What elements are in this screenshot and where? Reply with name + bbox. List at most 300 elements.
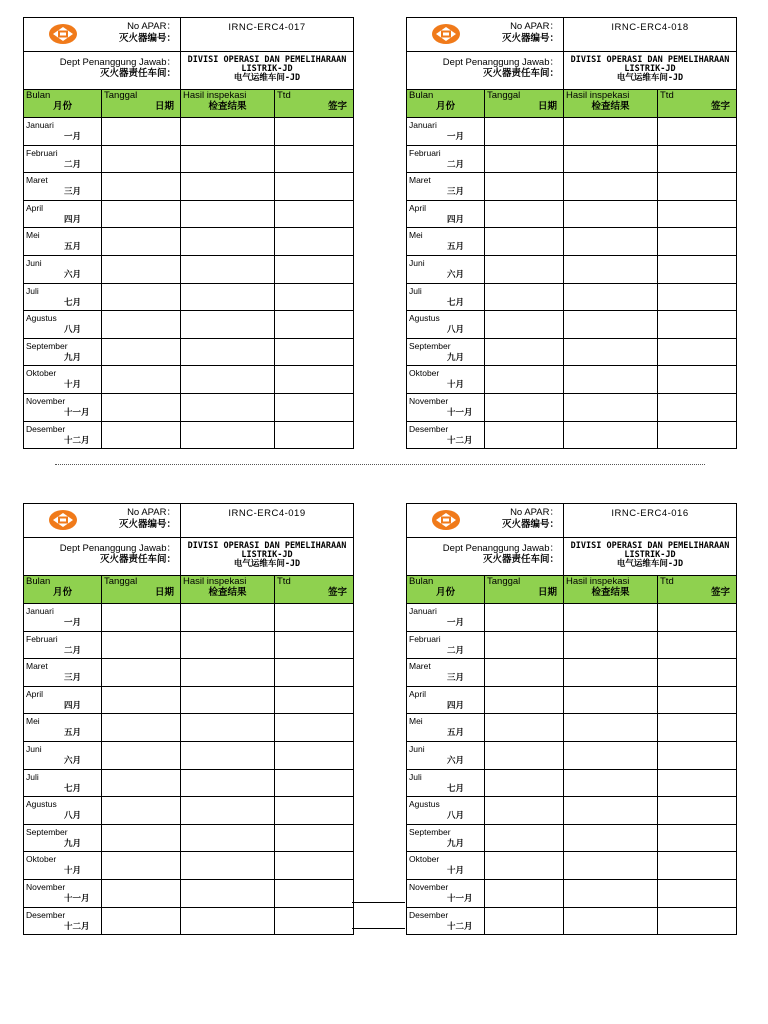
hasil-cell[interactable] — [181, 228, 275, 256]
tanggal-cell[interactable] — [485, 311, 564, 339]
ttd-cell[interactable] — [275, 283, 354, 311]
tanggal-cell[interactable] — [102, 741, 181, 769]
header-bulan-label: Bulan — [26, 90, 51, 101]
dept-value-cell — [564, 52, 737, 90]
month-name: Mei — [409, 230, 423, 241]
month-name-zh: 四月 — [64, 699, 82, 710]
tanggal-cell[interactable] — [485, 421, 564, 449]
dept-label: Dept Penanggung Jawab： — [442, 543, 559, 554]
tanggal-cell[interactable] — [485, 118, 564, 146]
dept-label-zh: 灭火器责任车间： — [99, 554, 176, 565]
tanggal-cell[interactable] — [485, 714, 564, 742]
hasil-cell[interactable] — [181, 255, 275, 283]
hasil-cell[interactable] — [181, 907, 275, 935]
ttd-cell[interactable] — [658, 255, 737, 283]
month-cell — [24, 852, 102, 880]
month-name: Januari — [26, 120, 54, 130]
header-bulan-zh: 月份 — [52, 101, 72, 112]
ttd-cell[interactable] — [275, 852, 354, 880]
company-logo-icon — [48, 509, 78, 531]
month-name: Juli — [26, 285, 39, 296]
hasil-cell[interactable] — [564, 824, 658, 852]
ttd-cell[interactable] — [275, 145, 354, 173]
month-name: Februari — [26, 147, 58, 158]
month-cell — [407, 741, 485, 769]
ttd-cell[interactable] — [658, 118, 737, 146]
logo-cell — [407, 18, 485, 52]
month-name-zh: 一月 — [64, 617, 82, 627]
ttd-cell[interactable] — [658, 200, 737, 228]
month-name: Juli — [409, 285, 422, 296]
hasil-cell[interactable] — [564, 145, 658, 173]
tanggal-cell[interactable] — [485, 741, 564, 769]
tanggal-cell[interactable] — [102, 659, 181, 687]
table-row — [24, 797, 354, 825]
month-name-zh: 七月 — [447, 782, 465, 793]
dept-label: Dept Penanggung Jawab： — [59, 57, 176, 68]
inspection-table — [23, 503, 354, 935]
hasil-cell[interactable] — [181, 714, 275, 742]
month-name: September — [409, 340, 451, 351]
tanggal-cell[interactable] — [102, 338, 181, 366]
ttd-cell[interactable] — [275, 173, 354, 201]
month-name: September — [26, 340, 68, 351]
month-name: Juni — [409, 257, 425, 268]
ttd-cell[interactable] — [658, 338, 737, 366]
ttd-cell[interactable] — [658, 741, 737, 769]
tanggal-cell[interactable] — [102, 255, 181, 283]
month-name-zh: 五月 — [64, 241, 82, 252]
apar-label-zh: 灭火器编号： — [501, 33, 559, 44]
tanggal-cell[interactable] — [102, 797, 181, 825]
hasil-cell[interactable] — [564, 659, 658, 687]
header-row — [24, 90, 354, 118]
tanggal-cell[interactable] — [102, 118, 181, 146]
hasil-cell[interactable] — [181, 338, 275, 366]
ttd-cell[interactable] — [275, 118, 354, 146]
ttd-cell[interactable] — [275, 604, 354, 632]
month-name: Februari — [409, 147, 441, 158]
tanggal-cell[interactable] — [102, 631, 181, 659]
month-name: November — [409, 881, 449, 892]
dept-label: Dept Penanggung Jawab： — [442, 57, 559, 68]
header-tanggal — [102, 90, 181, 118]
table-row — [24, 145, 354, 173]
month-name-zh: 二月 — [64, 644, 82, 655]
tanggal-cell[interactable] — [102, 907, 181, 935]
stray-cell-border — [352, 902, 405, 929]
ttd-cell[interactable] — [658, 879, 737, 907]
header-hasil-zh: 检查结果 — [208, 587, 247, 598]
hasil-cell[interactable] — [564, 338, 658, 366]
dept-value-line3: 电气运维车间-JD — [616, 559, 684, 569]
hasil-cell[interactable] — [564, 255, 658, 283]
month-name-zh: 五月 — [447, 241, 465, 252]
apar-id-value: IRNC-ERC4-018 — [564, 18, 737, 52]
month-cell — [407, 255, 485, 283]
ttd-cell[interactable] — [275, 393, 354, 421]
month-name: Juli — [26, 771, 39, 782]
hasil-cell[interactable] — [564, 907, 658, 935]
ttd-cell[interactable] — [275, 228, 354, 256]
table-row — [407, 824, 737, 852]
dept-value-line3: 电气运维车间-JD — [233, 559, 301, 569]
tanggal-cell[interactable] — [485, 338, 564, 366]
logo-cell — [24, 504, 102, 538]
header-hasil-label: Hasil inspekasi — [566, 576, 630, 587]
ttd-cell[interactable] — [275, 421, 354, 449]
header-ttd-zh: 签字 — [327, 587, 347, 598]
tanggal-cell[interactable] — [485, 686, 564, 714]
month-name-zh: 十二月 — [447, 920, 473, 931]
ttd-cell[interactable] — [275, 797, 354, 825]
month-name: Maret — [26, 661, 48, 672]
tanggal-cell[interactable] — [102, 604, 181, 632]
apar-label-zh: 灭火器编号： — [118, 519, 176, 530]
ttd-cell[interactable] — [658, 421, 737, 449]
month-name: Agustus — [409, 313, 440, 324]
tanggal-cell[interactable] — [485, 631, 564, 659]
header-bulan-zh: 月份 — [435, 587, 455, 598]
dept-label-cell — [407, 538, 564, 576]
month-name-zh: 二月 — [447, 644, 465, 655]
apar-label: No APAR： — [510, 507, 559, 518]
hasil-cell[interactable] — [181, 797, 275, 825]
month-name-zh: 六月 — [447, 754, 465, 765]
hasil-cell[interactable] — [564, 741, 658, 769]
header-tanggal — [102, 576, 181, 604]
header-hasil-label: Hasil inspekasi — [183, 90, 247, 101]
ttd-cell[interactable] — [275, 879, 354, 907]
month-name-zh: 二月 — [64, 158, 82, 169]
month-cell — [407, 604, 485, 632]
table-row — [24, 393, 354, 421]
tanggal-cell[interactable] — [102, 393, 181, 421]
tanggal-cell[interactable] — [102, 686, 181, 714]
ttd-cell[interactable] — [658, 852, 737, 880]
ttd-cell[interactable] — [658, 283, 737, 311]
hasil-cell[interactable] — [564, 366, 658, 394]
hasil-cell[interactable] — [564, 283, 658, 311]
hasil-cell[interactable] — [564, 200, 658, 228]
ttd-cell[interactable] — [275, 714, 354, 742]
month-name: Juni — [26, 743, 42, 754]
tanggal-cell[interactable] — [102, 421, 181, 449]
tanggal-cell[interactable] — [102, 311, 181, 339]
fire-extinguisher-card — [23, 503, 353, 935]
month-name-zh: 十二月 — [64, 434, 90, 445]
tanggal-cell[interactable] — [102, 228, 181, 256]
header-tanggal-label: Tanggal — [104, 576, 138, 587]
hasil-cell[interactable] — [564, 228, 658, 256]
month-name-zh: 九月 — [64, 351, 82, 362]
month-cell — [407, 145, 485, 173]
table-row — [24, 907, 354, 935]
month-cell — [24, 421, 102, 449]
month-name: April — [409, 688, 427, 699]
hasil-cell[interactable] — [564, 393, 658, 421]
month-cell — [407, 852, 485, 880]
ttd-cell[interactable] — [658, 145, 737, 173]
ttd-cell[interactable] — [658, 714, 737, 742]
tanggal-cell[interactable] — [485, 824, 564, 852]
ttd-cell[interactable] — [275, 741, 354, 769]
tanggal-cell[interactable] — [485, 907, 564, 935]
tanggal-cell[interactable] — [102, 173, 181, 201]
hasil-cell[interactable] — [564, 686, 658, 714]
table-row — [407, 604, 737, 632]
month-cell — [24, 118, 102, 146]
hasil-cell[interactable] — [564, 631, 658, 659]
hasil-cell[interactable] — [564, 852, 658, 880]
month-name: November — [409, 395, 449, 406]
tanggal-cell[interactable] — [485, 604, 564, 632]
month-name: April — [26, 688, 44, 699]
header-ttd-zh: 签字 — [710, 587, 730, 598]
hasil-cell[interactable] — [181, 824, 275, 852]
month-cell — [24, 255, 102, 283]
hasil-cell[interactable] — [181, 631, 275, 659]
apar-label-cell — [102, 504, 181, 538]
month-cell — [24, 879, 102, 907]
month-name-zh: 十月 — [64, 865, 82, 876]
header-row — [407, 576, 737, 604]
month-name: Maret — [409, 661, 431, 672]
header-bulan-zh: 月份 — [435, 101, 455, 112]
dept-label: Dept Penanggung Jawab： — [59, 543, 176, 554]
tanggal-cell[interactable] — [485, 283, 564, 311]
ttd-cell[interactable] — [658, 797, 737, 825]
month-name-zh: 六月 — [64, 754, 82, 765]
ttd-cell[interactable] — [658, 228, 737, 256]
hasil-cell[interactable] — [564, 421, 658, 449]
dept-label-zh: 灭火器责任车间： — [99, 68, 176, 79]
hasil-cell[interactable] — [181, 852, 275, 880]
header-bulan — [24, 90, 102, 118]
month-cell — [407, 797, 485, 825]
hasil-cell[interactable] — [181, 311, 275, 339]
tanggal-cell[interactable] — [485, 200, 564, 228]
tanggal-cell[interactable] — [102, 283, 181, 311]
ttd-cell[interactable] — [275, 338, 354, 366]
month-cell — [407, 338, 485, 366]
dept-value-cell — [181, 52, 354, 90]
table-row — [407, 393, 737, 421]
hasil-cell[interactable] — [564, 173, 658, 201]
ttd-cell[interactable] — [275, 659, 354, 687]
month-name: Desember — [409, 423, 449, 434]
dept-value-line3: 电气运维车间-JD — [616, 73, 684, 83]
ttd-cell[interactable] — [275, 311, 354, 339]
ttd-cell[interactable] — [275, 366, 354, 394]
tanggal-cell[interactable] — [485, 228, 564, 256]
hasil-cell[interactable] — [181, 604, 275, 632]
month-name-zh: 九月 — [447, 351, 465, 362]
month-name: Maret — [409, 175, 431, 186]
month-cell — [24, 659, 102, 687]
hasil-cell[interactable] — [564, 714, 658, 742]
ttd-cell[interactable] — [658, 173, 737, 201]
header-hasil — [181, 576, 275, 604]
ttd-cell[interactable] — [658, 824, 737, 852]
header-ttd-label: Ttd — [660, 576, 674, 587]
tanggal-cell[interactable] — [102, 879, 181, 907]
tanggal-cell[interactable] — [485, 393, 564, 421]
hasil-cell[interactable] — [181, 283, 275, 311]
month-name: Mei — [26, 230, 40, 241]
header-bulan-label: Bulan — [26, 576, 51, 587]
apar-label: No APAR： — [127, 21, 176, 32]
header-hasil — [564, 90, 658, 118]
tanggal-cell[interactable] — [102, 714, 181, 742]
hasil-cell[interactable] — [564, 604, 658, 632]
month-name-zh: 一月 — [64, 131, 82, 141]
ttd-cell[interactable] — [275, 769, 354, 797]
tanggal-cell[interactable] — [485, 769, 564, 797]
month-name: Mei — [26, 716, 40, 727]
ttd-cell[interactable] — [275, 631, 354, 659]
ttd-cell[interactable] — [275, 200, 354, 228]
company-logo-icon — [431, 509, 461, 531]
ttd-cell[interactable] — [658, 311, 737, 339]
fire-extinguisher-card — [406, 503, 736, 935]
ttd-cell[interactable] — [658, 366, 737, 394]
tanggal-cell[interactable] — [485, 879, 564, 907]
ttd-cell[interactable] — [275, 686, 354, 714]
table-row — [407, 686, 737, 714]
ttd-cell[interactable] — [275, 824, 354, 852]
table-row — [24, 741, 354, 769]
header-tanggal — [485, 576, 564, 604]
month-name: Oktober — [26, 368, 57, 379]
hasil-cell[interactable] — [181, 769, 275, 797]
hasil-cell[interactable] — [564, 118, 658, 146]
dept-value-line3: 电气运维车间-JD — [233, 73, 301, 83]
ttd-cell[interactable] — [275, 255, 354, 283]
month-name: Februari — [26, 633, 58, 644]
table-row — [24, 659, 354, 687]
ttd-cell[interactable] — [658, 686, 737, 714]
hasil-cell[interactable] — [181, 200, 275, 228]
ttd-cell[interactable] — [658, 393, 737, 421]
table-row — [407, 173, 737, 201]
month-name: Oktober — [26, 854, 57, 865]
month-name-zh: 十二月 — [64, 920, 90, 931]
month-cell — [407, 907, 485, 935]
table-row — [407, 311, 737, 339]
hasil-cell[interactable] — [564, 797, 658, 825]
tanggal-cell[interactable] — [485, 797, 564, 825]
tanggal-cell[interactable] — [485, 255, 564, 283]
month-name-zh: 七月 — [64, 296, 82, 307]
header-hasil — [181, 90, 275, 118]
ttd-cell[interactable] — [658, 907, 737, 935]
header-tanggal-label: Tanggal — [487, 576, 521, 587]
dept-label-zh: 灭火器责任车间： — [482, 68, 559, 79]
header-ttd — [275, 576, 354, 604]
ttd-cell[interactable] — [658, 769, 737, 797]
header-hasil-label: Hasil inspekasi — [183, 576, 247, 587]
hasil-cell[interactable] — [564, 879, 658, 907]
hasil-cell[interactable] — [181, 659, 275, 687]
ttd-cell[interactable] — [658, 631, 737, 659]
hasil-cell[interactable] — [181, 145, 275, 173]
tanggal-cell[interactable] — [485, 366, 564, 394]
month-name: Desember — [409, 909, 449, 920]
month-name: April — [26, 202, 44, 213]
tanggal-cell[interactable] — [102, 200, 181, 228]
table-row — [407, 797, 737, 825]
tanggal-cell[interactable] — [102, 769, 181, 797]
table-row — [24, 714, 354, 742]
header-bulan — [407, 90, 485, 118]
month-cell — [407, 631, 485, 659]
tanggal-cell[interactable] — [485, 852, 564, 880]
hasil-cell[interactable] — [181, 173, 275, 201]
table-row — [24, 631, 354, 659]
tanggal-cell[interactable] — [485, 659, 564, 687]
hasil-cell[interactable] — [181, 421, 275, 449]
ttd-cell[interactable] — [275, 907, 354, 935]
apar-id-value: IRNC-ERC4-016 — [564, 504, 737, 538]
header-tanggal — [485, 90, 564, 118]
hasil-cell[interactable] — [181, 686, 275, 714]
month-cell — [407, 118, 485, 146]
table-row — [24, 200, 354, 228]
hasil-cell[interactable] — [181, 118, 275, 146]
tanggal-cell[interactable] — [102, 824, 181, 852]
month-cell — [24, 366, 102, 394]
tanggal-cell[interactable] — [485, 173, 564, 201]
apar-label-zh: 灭火器编号： — [118, 33, 176, 44]
logo-cell — [24, 18, 102, 52]
table-row — [407, 879, 737, 907]
table-row — [24, 852, 354, 880]
month-cell — [24, 228, 102, 256]
table-row — [24, 824, 354, 852]
company-logo-icon — [48, 23, 78, 45]
table-row — [407, 659, 737, 687]
tanggal-cell[interactable] — [102, 852, 181, 880]
month-name-zh: 八月 — [447, 810, 465, 821]
apar-label-cell — [102, 18, 181, 52]
hasil-cell[interactable] — [181, 366, 275, 394]
month-name: Juni — [409, 743, 425, 754]
tanggal-cell[interactable] — [485, 145, 564, 173]
hasil-cell[interactable] — [564, 311, 658, 339]
header-hasil-zh: 检查结果 — [208, 101, 247, 112]
hasil-cell[interactable] — [181, 879, 275, 907]
table-row — [407, 852, 737, 880]
month-name-zh: 一月 — [447, 617, 465, 627]
month-cell — [24, 907, 102, 935]
table-row — [24, 686, 354, 714]
table-row — [407, 907, 737, 935]
tanggal-cell[interactable] — [102, 366, 181, 394]
month-name-zh: 六月 — [447, 268, 465, 279]
ttd-cell[interactable] — [658, 659, 737, 687]
header-hasil-label: Hasil inspekasi — [566, 90, 630, 101]
ttd-cell[interactable] — [658, 604, 737, 632]
month-name-zh: 十月 — [447, 865, 465, 876]
hasil-cell[interactable] — [181, 393, 275, 421]
table-row — [24, 879, 354, 907]
month-name: Februari — [409, 633, 441, 644]
hasil-cell[interactable] — [564, 769, 658, 797]
dept-value-line1: DIVISI OPERASI DAN PEMELIHARAAN — [187, 55, 347, 65]
tanggal-cell[interactable] — [102, 145, 181, 173]
hasil-cell[interactable] — [181, 741, 275, 769]
